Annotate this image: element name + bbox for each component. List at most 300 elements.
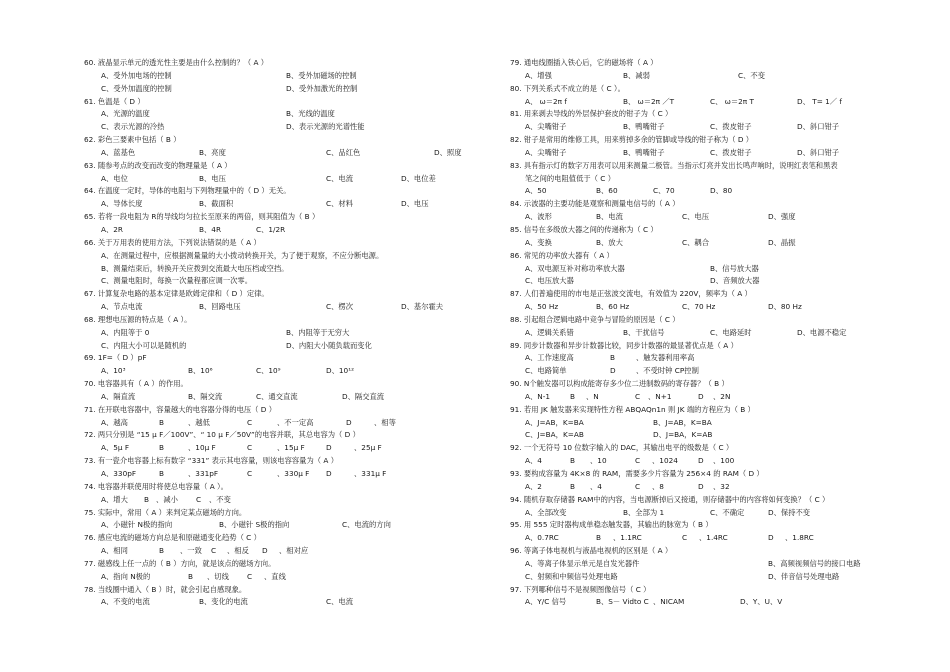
option-b: 、减小 [156,494,178,504]
option-a: A、全部改变 [525,507,567,517]
option-b: B、内阻等于无穷大 [286,327,350,337]
stem-text: 77. 磁感线上任一点的（ B ）方向，就是该点的磁场方向。 [84,558,276,568]
option-c: 、N+1 [648,391,672,401]
option-c: C、电流 [326,173,353,183]
stem-text: 89. 同步计数器和异步计数器比较，同步计数器的最显著优点是（ A ） [510,340,738,350]
option-c-letter: C [635,456,641,466]
option-d-letter: D [326,443,332,453]
question-stem [510,288,920,301]
option-row [84,417,484,430]
question-61 [84,96,484,135]
option-a: A、隔直流 [101,391,136,401]
option-c-letter: C [247,443,253,453]
option-d: 、331μ F [354,469,387,478]
option-b: B、J=AB，K=BA [653,417,712,427]
option-d: 、25μ F [354,443,382,453]
question-63 [84,160,484,186]
option-c: C、品红色 [326,147,361,157]
option-row [84,198,484,211]
stem-text: 91. 若用 JK 触发器来实现特性方程 ABQAQn1n 则 JK 端的方程应为（ B ） [510,404,755,414]
option-a: A、节点电流 [101,302,143,312]
option-c: 、15μ F [277,443,305,453]
stem-text: 93. 要构成容量为 4K×8 的 RAM，需要多少片容量为 256×4 的 RAM（ D ） [510,469,764,478]
option-row [84,108,484,121]
option-b-letter: B [570,456,576,466]
option-d: D、 T= 1／ f [797,96,842,106]
option-row [510,96,920,109]
option-row [510,558,920,571]
option-b: B、 ω＝2π ／T [623,96,675,106]
question-stem [510,584,920,597]
option-b: B、变化的电流 [199,597,248,607]
option-b: 、10μ F [188,443,216,453]
option-row [510,185,920,198]
option-row [84,327,484,340]
option-c: 、1.4RC [699,533,728,543]
question-stem [510,545,920,558]
question-stem [84,352,484,365]
option-d: 、32 [713,481,730,491]
option-b: B、测量结束后，转换开关应拨到交流最大电压档或空挡。 [101,263,289,273]
option-row [510,429,920,442]
option-c: C、耦合 [682,237,709,247]
option-b: 、10 [590,456,607,466]
option-row [510,147,920,160]
question-91 [510,404,920,443]
question-95 [510,519,920,545]
option-row [84,275,484,288]
option-c-letter: C [247,417,253,427]
option-a: A、2 [525,481,542,491]
option-b: 、触发器利用率高 [636,353,695,363]
option-d: D、表示光源的光谱性能 [286,122,365,132]
option-row [84,70,484,83]
option-a: A、10³ [101,366,126,376]
option-d: D、保持不变 [768,507,811,517]
option-row [510,455,920,468]
option-c: C、表示光源的冷热 [101,122,165,132]
option-d: D、10¹² [326,366,355,376]
option-row [84,391,484,404]
option-b: 、1.1RC [613,533,642,543]
option-row [510,596,920,609]
option-b: B、回路电压 [199,302,241,312]
option-b: B、放大 [596,237,623,247]
option-b: B、电压 [199,173,226,183]
option-c-letter: C [211,546,217,556]
question-62 [84,134,484,160]
option-row [84,571,484,584]
option-c: C、受外加温度的控制 [101,83,172,93]
option-b-letter: B [144,494,150,504]
question-72 [84,429,484,455]
option-b: B、受外加磁场的控制 [286,70,357,80]
question-stem [84,532,484,545]
option-d: D、音频放大器 [710,276,760,286]
option-d: 、相对应 [279,546,309,556]
option-b-letter: B [596,533,602,543]
option-a: A、5μ F [101,443,130,453]
option-c: 、不一定高 [277,417,314,427]
option-a: A、双电源互补对称功率放大器 [525,263,625,273]
stem-text: 71. 在开联电容器中，容量越大的电容器分得的电压（ D ） [84,404,277,414]
option-c-letter: C [635,391,641,401]
stem-text: 90. N个触发器可以构成能寄存多少位二进制数码的寄存器？（ B ） [510,379,729,389]
option-a: A、变换 [525,237,552,247]
left-question-column [84,57,484,609]
option-d: D、受外加激光的控制 [286,83,358,93]
option-a: A、内阻等于 0 [101,327,150,337]
option-a: A、50 [525,186,547,196]
option-row [84,494,484,507]
stem-text: 73. 有一瓷介电容器上标有数字 “331” 表示其电容量，则该电容容量为（ A ） [84,456,338,466]
option-d: D、基尔霍夫 [401,302,444,312]
option-b: B、S－ Vidto C [596,597,649,607]
option-a: A、受外加电场的控制 [101,70,172,80]
option-a: A、在测量过程中，应根据测量量的大小拨动转换开关，为了便于观察，不应分断电源。 [101,250,384,260]
option-b: B、光线的温度 [286,109,335,119]
option-a: A、导体长度 [101,199,143,209]
question-65 [84,211,484,237]
option-c: C、10⁹ [256,366,281,376]
stem-text: 65. 若将一段电阻为 R的导线均匀拉长至原来的两倍，则其阻值为（ B ） [84,212,320,222]
option-c: C、J=BA，K=AB [525,430,584,440]
question-stem [84,237,484,250]
option-b: 、331pF [188,469,219,478]
option-d: 、相等 [374,417,396,427]
stem-text: 66. 关于万用表的使用方法，下列说法错误的是（ A ） [84,237,261,247]
option-d: D、斜口钳子 [797,147,840,157]
option-row [84,545,484,558]
question-96 [510,545,920,584]
option-b: B、减弱 [623,70,650,80]
option-a: A、 ω＝2π f [525,96,567,106]
option-d: D、内阻大小随负载而变化 [286,340,372,350]
right-question-column [510,57,920,609]
option-b: B、鸭嘴钳子 [623,147,665,157]
option-row [84,173,484,186]
stem-text: 60. 液晶显示单元的透光性主要是由什么控制的？（ A ） [84,58,269,67]
stem-text: 82. 钳子是常用的维修工具，用来剪掉多余的管脚或导线的钳子称为（ D ） [510,135,754,145]
option-d: D、隔交直流 [342,391,385,401]
question-80 [510,83,920,109]
option-b: 、4 [590,481,602,491]
question-stem [84,314,484,327]
question-71 [84,404,484,430]
option-c: C、射频和中频信号处理电路 [525,571,618,581]
question-70 [84,378,484,404]
stem-text: 笔之间的电阻值低于（ C ） [525,173,615,183]
question-66 [84,237,484,288]
option-c: C、电流 [326,597,353,607]
option-d-letter: D [326,469,332,478]
option-d-letter: D [610,366,616,376]
question-stem [510,198,920,211]
option-c: 、直线 [264,571,286,581]
option-a: A、越高 [101,417,128,427]
option-b: B、信号放大器 [710,263,759,273]
option-a: A、4 [525,456,542,466]
option-c: C、电流的方向 [342,520,391,530]
question-89 [510,340,920,379]
option-d: D、斜口钳子 [797,122,840,132]
option-c: C、不确定 [710,507,745,517]
question-88 [510,314,920,340]
option-row [84,263,484,276]
option-a: A、光源的温度 [101,109,150,119]
question-stem [84,507,484,520]
option-c: C、 ω＝2π T [710,96,754,106]
option-d-letter: D [346,417,352,427]
option-c-letter: C [247,469,253,478]
question-stem [510,442,920,455]
stem-text: 61. 色温是（ D ） [84,96,145,106]
option-c: 、330μ F [277,469,310,478]
option-b-letter: B [188,571,194,581]
option-d: D、晶振 [768,237,796,247]
option-b: B、全部为 1 [623,507,665,517]
stem-text: 75. 实际中，常用（ A ）来判定某点磁场的方向。 [84,507,247,517]
question-60 [84,57,484,96]
question-stem-continued [510,173,920,186]
question-stem [84,288,484,301]
option-c: 、NICAM [653,597,685,607]
question-stem [84,584,484,597]
question-67 [84,288,484,314]
option-row [510,391,920,404]
option-b-letter: B [159,546,165,556]
option-c: C、电路简单 [525,366,567,376]
stem-text: 76. 感应电流的磁场方向总是和原磁通变化趋势（ C ） [84,533,261,543]
question-83 [510,160,920,199]
option-a: A、小磁针 N极的指向 [101,520,173,530]
option-c-letter: C [196,494,202,504]
question-94 [510,494,920,520]
option-a: A、逻辑关系错 [525,327,574,337]
question-74 [84,481,484,507]
option-a: A、蓝基色 [101,147,136,157]
option-b: B、60 [596,186,618,196]
question-stem [84,211,484,224]
option-d-letter: D [698,391,704,401]
option-d: D、电源不稳定 [797,327,847,337]
option-d-letter: D [698,481,704,491]
option-row [510,532,920,545]
question-73 [84,455,484,481]
option-c: C、材料 [326,199,353,209]
option-a: A、电位 [101,173,128,183]
option-d: D、伴音信号处理电路 [768,571,840,581]
option-c: C、楞次 [326,302,353,312]
question-stem [84,455,484,468]
stem-text: 74. 电容器并联使用时将使总电容量（ A ）。 [84,481,228,491]
stem-text: 70. 电容器具有（ A ）的作用。 [84,379,188,389]
option-d-letter: D [698,456,704,466]
option-b: B、电流 [596,212,623,222]
question-stem [510,250,920,263]
question-75 [84,507,484,533]
option-a: A、50 Hz [525,302,559,312]
option-d-letter: D [768,533,774,543]
option-row [84,365,484,378]
question-stem [510,83,920,96]
option-c: C、电压放大器 [525,276,574,286]
stem-text: 97. 下列哪种信号不是视频图像信号（ C ） [510,584,651,594]
stem-text: 86. 常见的功率放大器有（ A ） [510,250,614,260]
option-a: A、增大 [101,494,128,504]
option-c: 、8 [652,481,664,491]
option-d: D、80 Hz [768,302,802,312]
question-85 [510,224,920,250]
stem-text: 69. 1F=（ D ）pF [84,353,147,363]
stem-text: 78. 当线圈中通入（ B ）时，就会引起自感现象。 [84,584,247,594]
option-b-letter: B [610,353,616,363]
option-b: B、高频视频信号的接口电路 [768,558,861,568]
option-a: A、尖嘴钳子 [525,122,567,132]
option-row [84,519,484,532]
question-stem [510,134,920,147]
option-c: C、不变 [738,70,765,80]
option-row [84,596,484,609]
option-c: C、通交直流 [256,391,298,401]
option-b: 、N [586,391,599,401]
option-c: 、1024 [652,456,678,466]
question-stem [510,404,920,417]
option-c: C、电压 [682,212,709,222]
option-row [84,83,484,96]
option-row [510,417,920,430]
question-stem [84,558,484,571]
option-d: D、电位差 [401,173,436,183]
option-b-letter: B [159,417,165,427]
stem-text: 68. 理想电压源的特点是（ A ）。 [84,314,192,324]
option-d: D、J=BA，K=AB [653,430,713,440]
option-row [510,352,920,365]
option-b-letter: B [570,391,576,401]
option-a: A、尖嘴钳子 [525,147,567,157]
option-a: A、0.7RC [525,533,559,543]
option-a: A、波形 [525,212,552,222]
option-b-letter: B [159,443,165,453]
option-c-letter: C [247,571,253,581]
option-b: B、小磁针 S极的指向 [219,520,290,530]
stem-text: 72. 两只分别是 “15 μ F／100V”、“ 10 μ F／50V”的电容并联，其总电容为（ D ） [84,430,360,440]
stem-text: 96. 等离子体电视机与液晶电视机的区别是（ A ） [510,546,673,556]
option-row [510,211,920,224]
option-c: C、拨皮钳子 [710,147,752,157]
question-82 [510,134,920,160]
question-stem [84,481,484,494]
stem-text: 85. 信号在多级放大器之间的传递称为（ C ） [510,224,658,234]
option-a: A、N-1 [525,391,551,401]
stem-text: 64. 在温度一定时，导体的电阻与下列物理量中的（ D ）无关。 [84,186,291,196]
option-row [84,121,484,134]
option-row [510,571,920,584]
option-a: A、2R [101,224,124,234]
question-86 [510,250,920,289]
question-stem [510,224,920,237]
question-stem [510,57,920,70]
option-a: A、相同 [101,546,128,556]
option-d: 、1.8RC [785,533,814,543]
option-c: C、测量电阻时，每换一次量程都应调一次零。 [101,276,253,286]
option-row [510,301,920,314]
option-row [84,147,484,160]
option-row [84,250,484,263]
question-stem [84,96,484,109]
question-79 [510,57,920,83]
question-64 [84,185,484,211]
question-76 [84,532,484,558]
question-stem [510,160,920,173]
option-b: B、干扰信号 [623,327,665,337]
question-69 [84,352,484,378]
stem-text: 87. 人们普遍使用的市电是正弦波交流电，有效值为 220V，频率为（ A ） [510,289,752,299]
option-b: B、隔交流 [188,391,223,401]
stem-text: 79. 通电线圈插入铁心后，它的磁场将（ A ） [510,58,658,67]
question-stem [510,519,920,532]
option-a: A、增强 [525,70,552,80]
option-a: A、指向 N极的 [101,571,151,581]
question-stem [84,404,484,417]
stem-text: 62. 彩色三要素中包括（ B ） [84,135,181,145]
option-c: 、不变 [209,494,231,504]
option-row [510,327,920,340]
option-b: B、鸭嘴钳子 [623,122,665,132]
option-a: A、J=AB，K=BA [525,417,584,427]
option-row [84,468,484,481]
option-b: B、截面积 [199,199,234,209]
question-stem [510,314,920,327]
option-d: 、100 [713,456,735,466]
stem-text: 83. 具有指示灯的数字万用表可以用来测量二极管。当指示灯亮并发出长鸣声响时，说明红表笔和黑表 [510,160,838,170]
question-stem [84,378,484,391]
question-stem [510,340,920,353]
option-c-letter: C [682,533,688,543]
question-stem [510,378,920,391]
option-c: C、拨皮钳子 [710,122,752,132]
stem-text: 80. 下列关系式不成立的是（ C ）。 [510,83,625,93]
stem-text: 94. 随机存取存储器 RAM中的内容，当电源断掉后又接通，则存储器中的内容将如何变换？（ C ） [510,494,830,504]
question-78 [84,584,484,610]
option-c: C、70 [653,186,675,196]
question-stem [84,57,484,70]
option-b: B、60 Hz [596,302,630,312]
option-a: A、Y/C 信号 [525,597,567,607]
question-stem [510,494,920,507]
stem-text: 88. 引起组合逻辑电路中竞争与冒险的原因是（ C ） [510,314,680,324]
option-b: 、越低 [188,417,210,427]
option-c: C、1/2R [256,224,286,234]
option-d: D、80 [710,186,733,196]
option-row [510,365,920,378]
option-b: B、10⁶ [188,366,213,376]
question-stem [84,429,484,442]
question-92 [510,442,920,468]
option-d: D、照度 [434,147,462,157]
option-row [510,263,920,276]
question-stem [84,134,484,147]
option-row [84,224,484,237]
option-row [84,442,484,455]
option-row [84,301,484,314]
option-c: C、内阻大小可以是随机的 [101,340,187,350]
stem-text: 92. 一个无符号 10 位数字输入的 DAC，其输出电平的级数是（ C ） [510,443,734,453]
option-d: D、强度 [768,212,796,222]
option-b: B、亮度 [199,147,226,157]
option-a: A、工作速度高 [525,353,574,363]
option-c: 、相反 [227,546,249,556]
